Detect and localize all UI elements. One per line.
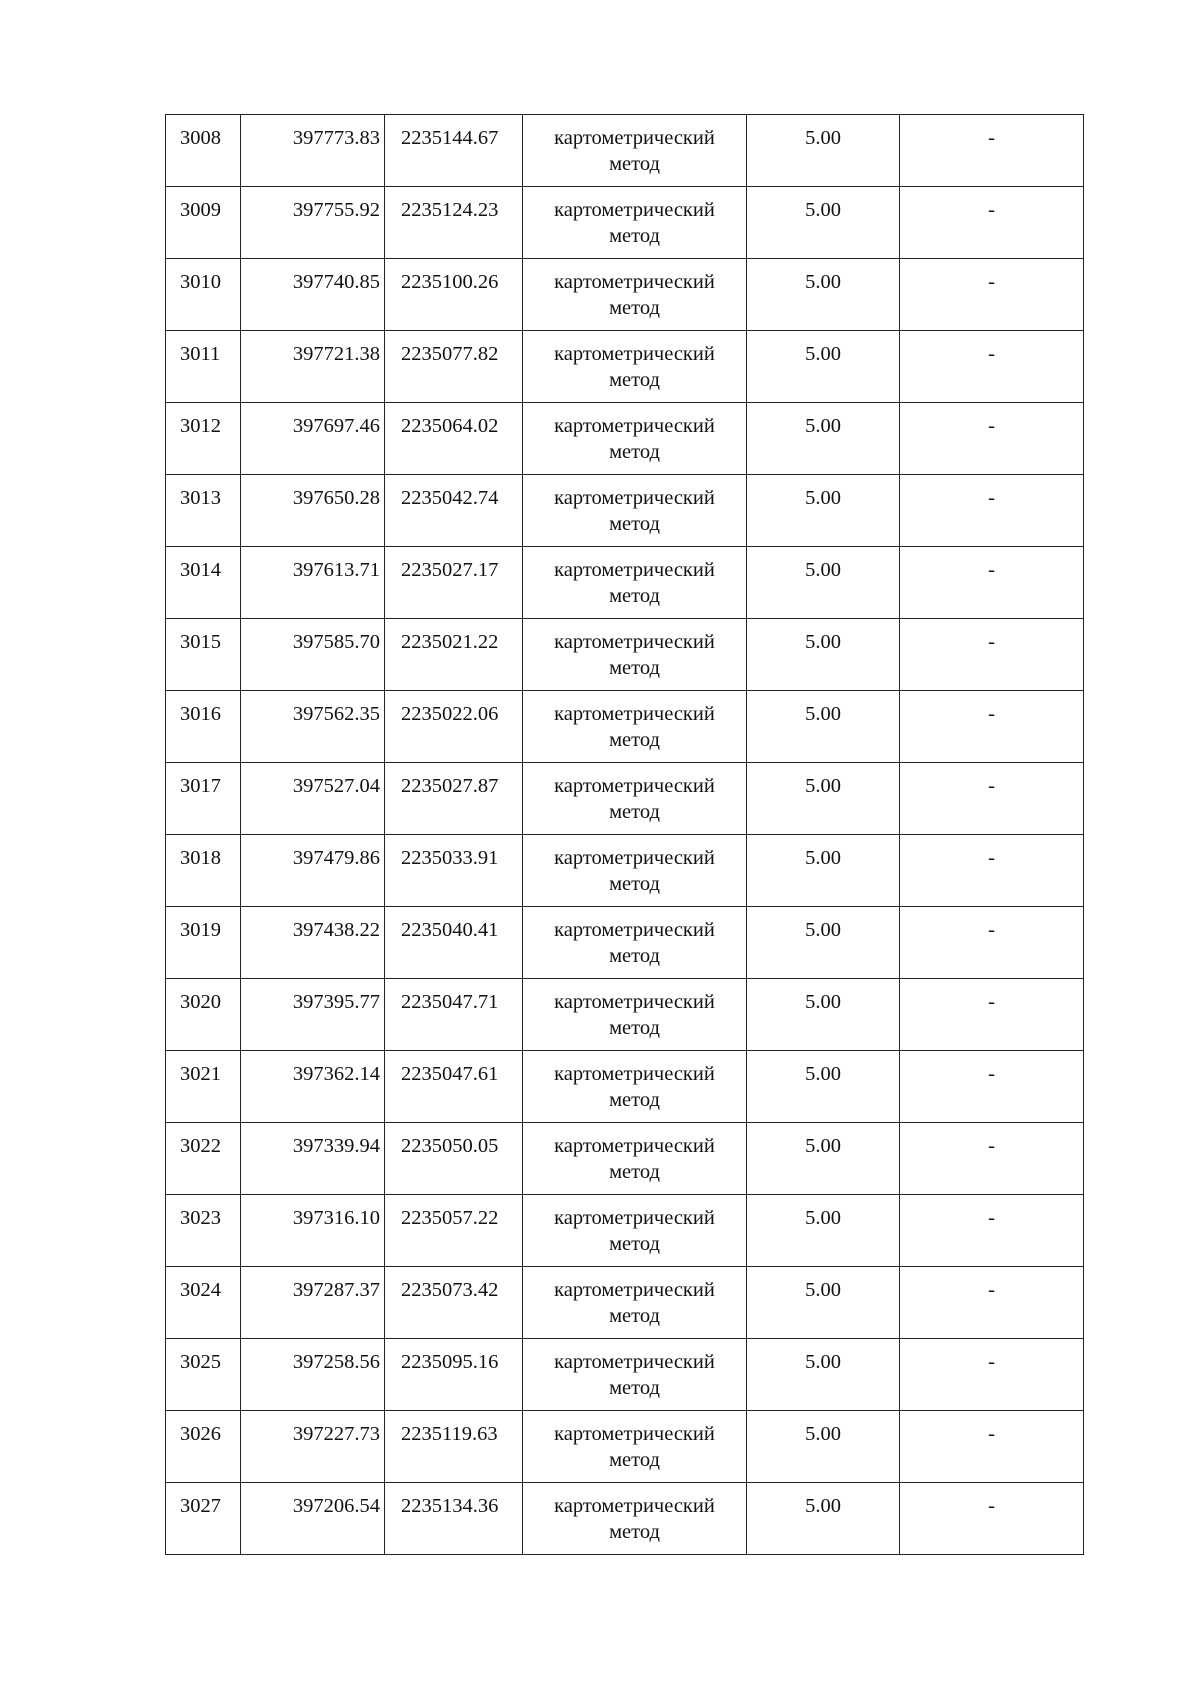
method-line-1: картометрический: [554, 775, 715, 797]
accuracy-cell: 5.00: [747, 907, 900, 979]
method-line-1: картометрический: [554, 1207, 715, 1229]
x-coordinate-cell: 397258.56: [241, 1339, 385, 1411]
point-number-cell: 3018: [166, 835, 241, 907]
point-number-cell: 3014: [166, 547, 241, 619]
x-coordinate-cell: 397613.71: [241, 547, 385, 619]
method-line-2: метод: [609, 585, 660, 607]
table-row: [166, 1483, 1084, 1555]
accuracy-cell: 5.00: [747, 475, 900, 547]
x-coordinate-cell: 397316.10: [241, 1195, 385, 1267]
description-cell: -: [900, 763, 1084, 835]
description-cell: -: [900, 331, 1084, 403]
method-cell: [523, 1483, 747, 1555]
y-coordinate-cell: 2235144.67: [385, 115, 523, 187]
point-number-cell: 3027: [166, 1483, 241, 1555]
y-coordinate-cell: 2235050.05: [385, 1123, 523, 1195]
x-coordinate-cell: 397650.28: [241, 475, 385, 547]
y-coordinate-cell: 2235022.06: [385, 691, 523, 763]
table-row: [166, 475, 1084, 547]
table-row: [166, 619, 1084, 691]
description-cell: -: [900, 1483, 1084, 1555]
point-number-cell: 3023: [166, 1195, 241, 1267]
description-cell: -: [900, 1195, 1084, 1267]
x-coordinate-cell: 397287.37: [241, 1267, 385, 1339]
x-coordinate-cell: 397362.14: [241, 1051, 385, 1123]
accuracy-cell: 5.00: [747, 619, 900, 691]
point-number-cell: 3019: [166, 907, 241, 979]
method-cell: [523, 1267, 747, 1339]
method-cell: [523, 331, 747, 403]
method-cell: [523, 619, 747, 691]
x-coordinate-cell: 397562.35: [241, 691, 385, 763]
description-cell: -: [900, 259, 1084, 331]
accuracy-cell: 5.00: [747, 259, 900, 331]
description-cell: -: [900, 1411, 1084, 1483]
description-cell: -: [900, 619, 1084, 691]
accuracy-cell: 5.00: [747, 979, 900, 1051]
method-line-1: картометрический: [554, 1423, 715, 1445]
y-coordinate-cell: 2235134.36: [385, 1483, 523, 1555]
accuracy-cell: 5.00: [747, 1195, 900, 1267]
method-line-2: метод: [609, 873, 660, 895]
point-number-cell: 3009: [166, 187, 241, 259]
point-number-cell: 3008: [166, 115, 241, 187]
description-cell: -: [900, 187, 1084, 259]
coordinates-table: [165, 114, 1084, 1555]
description-cell: -: [900, 907, 1084, 979]
method-cell: [523, 187, 747, 259]
method-cell: [523, 907, 747, 979]
point-number-cell: 3025: [166, 1339, 241, 1411]
method-line-1: картометрический: [554, 559, 715, 581]
y-coordinate-cell: 2235047.61: [385, 1051, 523, 1123]
table-row: [166, 1411, 1084, 1483]
x-coordinate-cell: 397527.04: [241, 763, 385, 835]
x-coordinate-cell: 397438.22: [241, 907, 385, 979]
description-cell: -: [900, 1051, 1084, 1123]
accuracy-cell: 5.00: [747, 691, 900, 763]
method-line-1: картометрический: [554, 703, 715, 725]
x-coordinate-cell: 397721.38: [241, 331, 385, 403]
accuracy-cell: 5.00: [747, 403, 900, 475]
method-line-1: картометрический: [554, 271, 715, 293]
description-cell: -: [900, 547, 1084, 619]
x-coordinate-cell: 397339.94: [241, 1123, 385, 1195]
point-number-cell: 3010: [166, 259, 241, 331]
method-cell: [523, 259, 747, 331]
method-line-1: картометрический: [554, 127, 715, 149]
method-line-1: картометрический: [554, 1351, 715, 1373]
method-line-1: картометрический: [554, 919, 715, 941]
table-row: [166, 1123, 1084, 1195]
table-row: [166, 187, 1084, 259]
method-line-2: метод: [609, 1017, 660, 1039]
method-cell: [523, 1051, 747, 1123]
method-cell: [523, 1411, 747, 1483]
table-row: [166, 691, 1084, 763]
table-row: [166, 907, 1084, 979]
method-line-1: картометрический: [554, 1279, 715, 1301]
description-cell: -: [900, 115, 1084, 187]
method-cell: [523, 1123, 747, 1195]
method-cell: [523, 403, 747, 475]
method-cell: [523, 115, 747, 187]
method-line-2: метод: [609, 1449, 660, 1471]
y-coordinate-cell: 2235064.02: [385, 403, 523, 475]
accuracy-cell: 5.00: [747, 1483, 900, 1555]
y-coordinate-cell: 2235100.26: [385, 259, 523, 331]
method-cell: [523, 1339, 747, 1411]
point-number-cell: 3016: [166, 691, 241, 763]
method-cell: [523, 763, 747, 835]
table-row: [166, 115, 1084, 187]
y-coordinate-cell: 2235057.22: [385, 1195, 523, 1267]
accuracy-cell: 5.00: [747, 1267, 900, 1339]
x-coordinate-cell: 397773.83: [241, 115, 385, 187]
y-coordinate-cell: 2235073.42: [385, 1267, 523, 1339]
y-coordinate-cell: 2235095.16: [385, 1339, 523, 1411]
method-line-1: картометрический: [554, 199, 715, 221]
method-line-2: метод: [609, 729, 660, 751]
table-row: [166, 547, 1084, 619]
method-line-2: метод: [609, 1521, 660, 1543]
method-line-2: метод: [609, 225, 660, 247]
x-coordinate-cell: 397227.73: [241, 1411, 385, 1483]
accuracy-cell: 5.00: [747, 1123, 900, 1195]
method-line-1: картометрический: [554, 1495, 715, 1517]
accuracy-cell: 5.00: [747, 331, 900, 403]
point-number-cell: 3020: [166, 979, 241, 1051]
y-coordinate-cell: 2235077.82: [385, 331, 523, 403]
y-coordinate-cell: 2235033.91: [385, 835, 523, 907]
description-cell: -: [900, 403, 1084, 475]
y-coordinate-cell: 2235021.22: [385, 619, 523, 691]
x-coordinate-cell: 397206.54: [241, 1483, 385, 1555]
method-line-2: метод: [609, 153, 660, 175]
method-line-2: метод: [609, 1305, 660, 1327]
method-cell: [523, 835, 747, 907]
y-coordinate-cell: 2235047.71: [385, 979, 523, 1051]
y-coordinate-cell: 2235027.87: [385, 763, 523, 835]
accuracy-cell: 5.00: [747, 763, 900, 835]
method-line-1: картометрический: [554, 1135, 715, 1157]
method-line-1: картометрический: [554, 991, 715, 1013]
table-row: [166, 1051, 1084, 1123]
x-coordinate-cell: 397585.70: [241, 619, 385, 691]
method-line-2: метод: [609, 441, 660, 463]
method-line-2: метод: [609, 1377, 660, 1399]
point-number-cell: 3021: [166, 1051, 241, 1123]
method-line-2: метод: [609, 801, 660, 823]
x-coordinate-cell: 397755.92: [241, 187, 385, 259]
method-line-1: картометрический: [554, 847, 715, 869]
table-row: [166, 259, 1084, 331]
table-row: [166, 835, 1084, 907]
table-row: [166, 1339, 1084, 1411]
x-coordinate-cell: 397697.46: [241, 403, 385, 475]
accuracy-cell: 5.00: [747, 1051, 900, 1123]
y-coordinate-cell: 2235124.23: [385, 187, 523, 259]
accuracy-cell: 5.00: [747, 547, 900, 619]
x-coordinate-cell: 397479.86: [241, 835, 385, 907]
method-line-1: картометрический: [554, 631, 715, 653]
table-row: [166, 1195, 1084, 1267]
method-cell: [523, 1195, 747, 1267]
method-cell: [523, 547, 747, 619]
accuracy-cell: 5.00: [747, 115, 900, 187]
x-coordinate-cell: 397395.77: [241, 979, 385, 1051]
x-coordinate-cell: 397740.85: [241, 259, 385, 331]
y-coordinate-cell: 2235040.41: [385, 907, 523, 979]
y-coordinate-cell: 2235119.63: [385, 1411, 523, 1483]
description-cell: -: [900, 475, 1084, 547]
description-cell: -: [900, 835, 1084, 907]
description-cell: -: [900, 979, 1084, 1051]
description-cell: -: [900, 691, 1084, 763]
table-row: [166, 979, 1084, 1051]
method-line-2: метод: [609, 945, 660, 967]
point-number-cell: 3017: [166, 763, 241, 835]
table-row: [166, 331, 1084, 403]
point-number-cell: 3015: [166, 619, 241, 691]
method-line-2: метод: [609, 1233, 660, 1255]
accuracy-cell: 5.00: [747, 835, 900, 907]
point-number-cell: 3024: [166, 1267, 241, 1339]
method-line-1: картометрический: [554, 1063, 715, 1085]
accuracy-cell: 5.00: [747, 1411, 900, 1483]
method-cell: [523, 475, 747, 547]
method-cell: [523, 691, 747, 763]
point-number-cell: 3011: [166, 331, 241, 403]
accuracy-cell: 5.00: [747, 187, 900, 259]
table-row: [166, 1267, 1084, 1339]
point-number-cell: 3022: [166, 1123, 241, 1195]
method-cell: [523, 979, 747, 1051]
method-line-2: метод: [609, 1161, 660, 1183]
description-cell: -: [900, 1267, 1084, 1339]
table-body: [166, 115, 1084, 1555]
description-cell: -: [900, 1123, 1084, 1195]
accuracy-cell: 5.00: [747, 1339, 900, 1411]
point-number-cell: 3026: [166, 1411, 241, 1483]
table-row: [166, 763, 1084, 835]
point-number-cell: 3012: [166, 403, 241, 475]
y-coordinate-cell: 2235027.17: [385, 547, 523, 619]
method-line-1: картометрический: [554, 487, 715, 509]
method-line-1: картометрический: [554, 415, 715, 437]
method-line-2: метод: [609, 297, 660, 319]
y-coordinate-cell: 2235042.74: [385, 475, 523, 547]
table-row: [166, 403, 1084, 475]
description-cell: -: [900, 1339, 1084, 1411]
method-line-2: метод: [609, 369, 660, 391]
method-line-2: метод: [609, 513, 660, 535]
point-number-cell: 3013: [166, 475, 241, 547]
method-line-1: картометрический: [554, 343, 715, 365]
method-line-2: метод: [609, 657, 660, 679]
method-line-2: метод: [609, 1089, 660, 1111]
